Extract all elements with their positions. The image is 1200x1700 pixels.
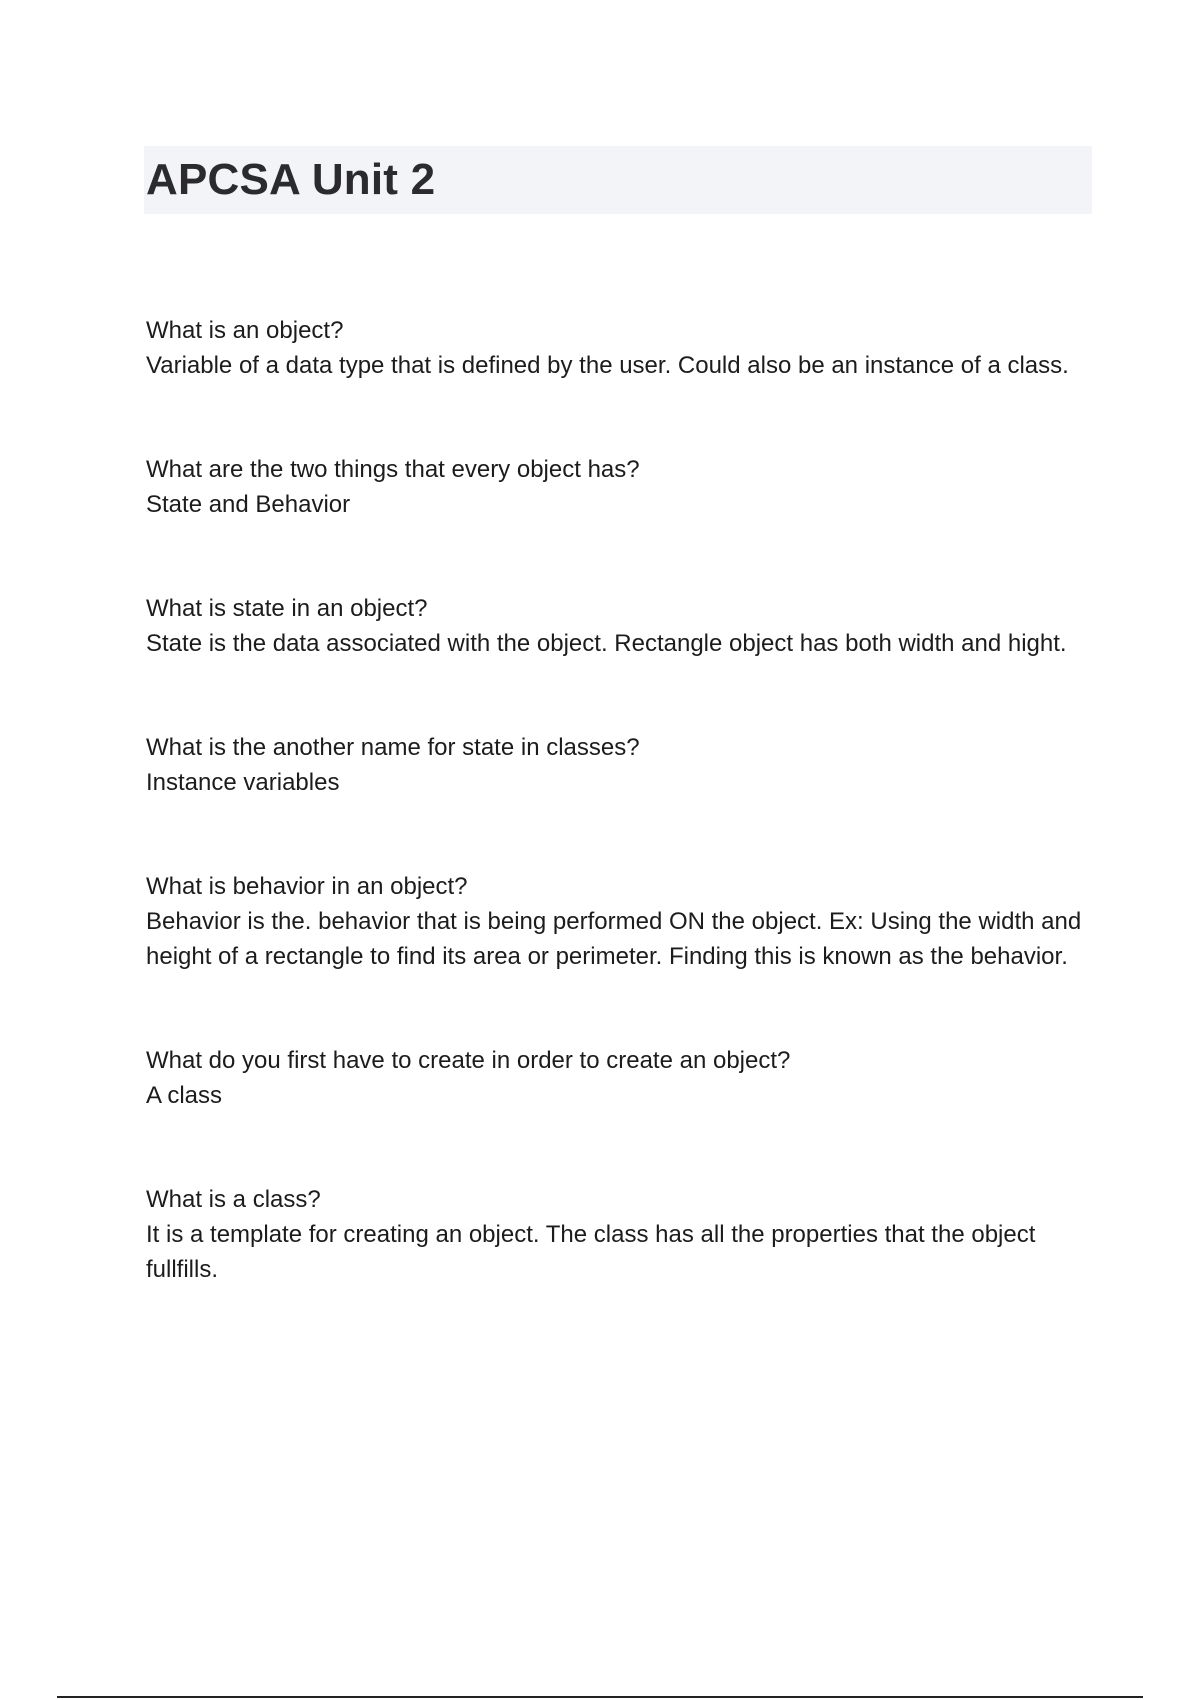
qa-list [146, 313, 1092, 1287]
answer-text: State is the data associated with the object. Rectangle object has both width and hight. [146, 630, 1067, 657]
answer-text: It is a template for creating an object. The class has all the properties that the object fullfills. [146, 1221, 1036, 1283]
qa-item [146, 313, 1092, 383]
question-text: What do you first have to create in order to create an object? [146, 1047, 791, 1074]
question-text: What is an object? [146, 317, 344, 344]
answer-text: State and Behavior [146, 491, 351, 518]
answer-text: A class [146, 1082, 223, 1109]
qa-item [146, 452, 1092, 522]
answer-text: Variable of a data type that is defined by the user. Could also be an instance of a class. [146, 352, 1069, 379]
qa-item [146, 869, 1092, 974]
question-text: What is the another name for state in classes? [146, 734, 640, 761]
qa-item [146, 1043, 1092, 1113]
page-title: APCSA Unit 2 [146, 155, 436, 204]
question-text: What is state in an object? [146, 595, 428, 622]
question-text: What is a class? [146, 1186, 321, 1213]
qa-item [146, 1182, 1092, 1287]
footer-divider [57, 1696, 1143, 1698]
answer-text: Instance variables [146, 769, 340, 796]
question-text: What are the two things that every object has? [146, 456, 640, 483]
answer-text: Behavior is the. behavior that is being performed ON the object. Ex: Using the width and height of a rectangle to find its area or perimeter. Finding this is known as the behavior. [146, 908, 1082, 970]
qa-item [146, 730, 1092, 800]
question-text: What is behavior in an object? [146, 873, 468, 900]
title-banner [144, 146, 1092, 214]
qa-item [146, 591, 1092, 661]
